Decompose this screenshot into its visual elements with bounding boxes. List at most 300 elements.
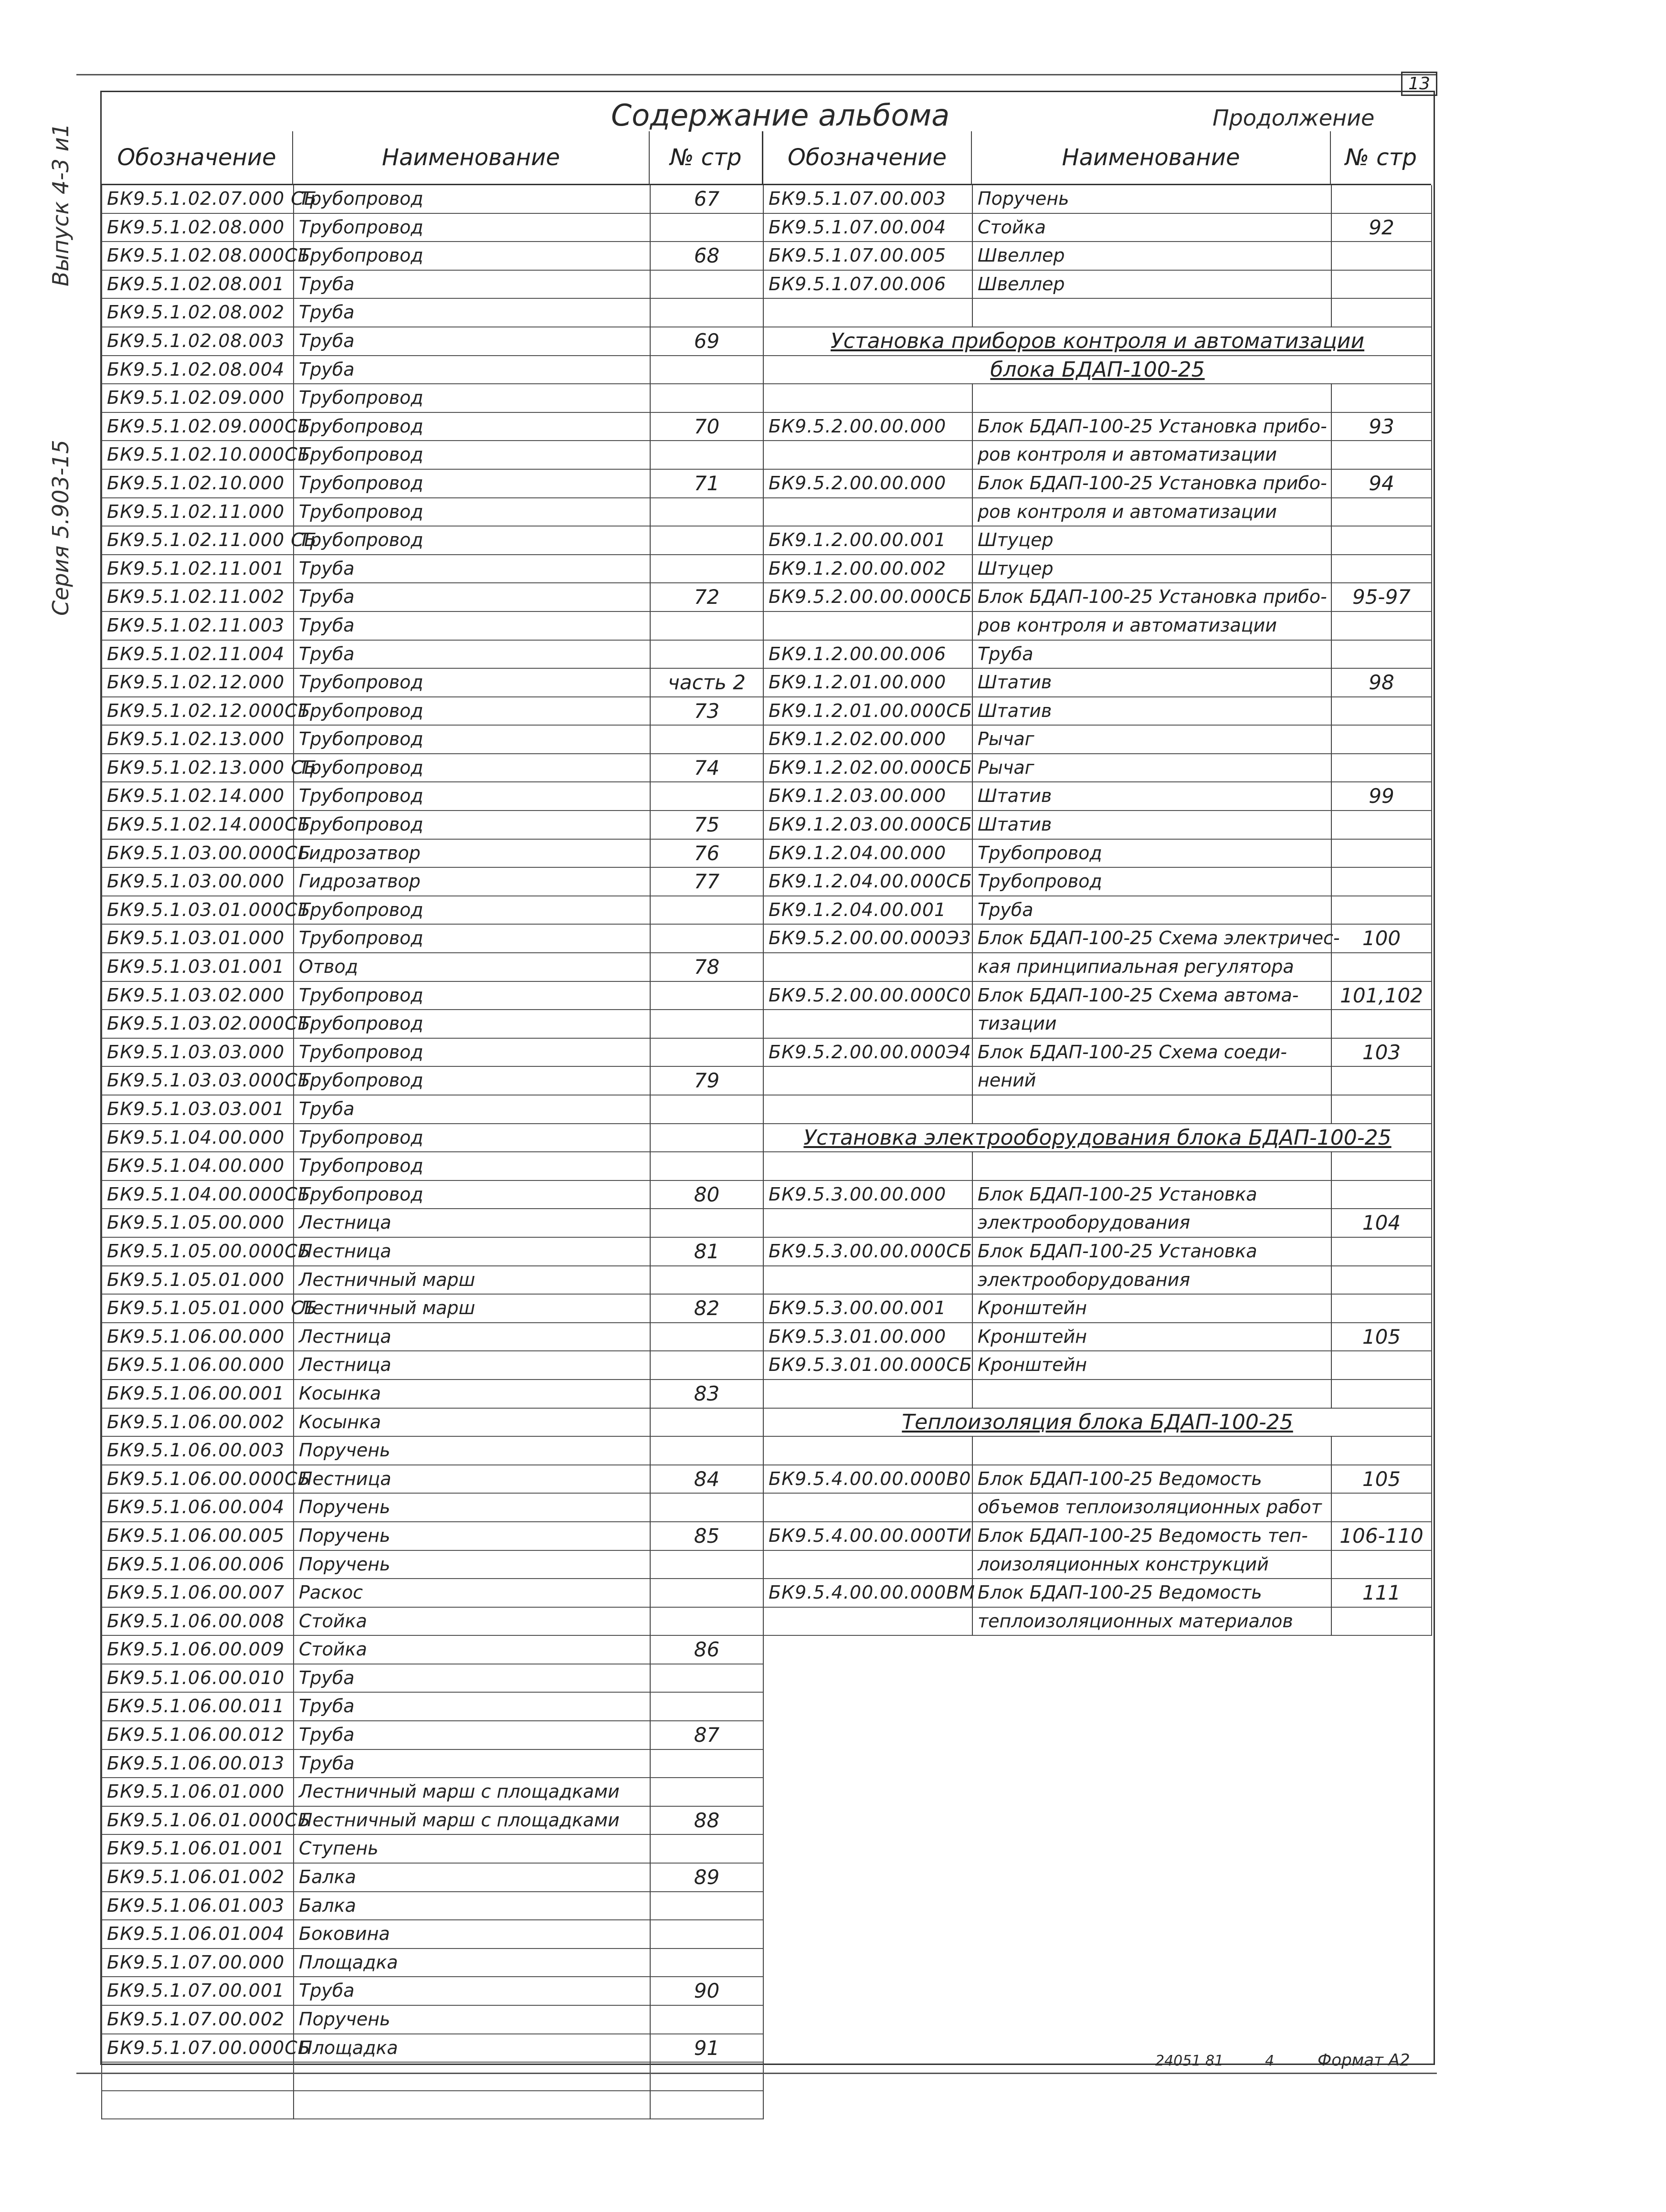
left-name-cell: Труба [294, 1664, 650, 1693]
right-page-cell [1331, 1380, 1432, 1408]
left-table-row [102, 1664, 763, 1693]
left-designation-cell: БК9.5.1.06.00.010 [102, 1664, 294, 1693]
left-table-row [102, 1380, 763, 1408]
left-table-row [102, 640, 763, 669]
right-page-cell: 92 [1331, 213, 1432, 242]
left-table-row [102, 1465, 763, 1494]
right-page-cell [1331, 242, 1432, 270]
right-name-cell: Труба [972, 896, 1331, 925]
left-table-row [102, 1550, 763, 1579]
left-page-cell [650, 1351, 763, 1380]
left-name-cell: Трубопровод [294, 1066, 650, 1095]
left-name-header-text: Наименование [381, 144, 560, 171]
inventory-number: 24051 81 [1155, 2053, 1224, 2069]
right-table-row [763, 896, 1432, 925]
left-page-cell [650, 611, 763, 640]
right-name-header [972, 131, 1331, 185]
left-table-row [102, 1237, 763, 1266]
right-page-cell [1331, 1010, 1432, 1038]
left-designation-cell: БК9.5.1.03.01.000 [102, 924, 294, 953]
left-table-row [102, 1522, 763, 1550]
left-page-cell [650, 981, 763, 1010]
right-page-cell [1331, 697, 1432, 726]
left-name-cell: Боковина [294, 1920, 650, 1949]
left-name-cell: Трубопровод [294, 384, 650, 412]
left-page-cell: 89 [650, 1863, 763, 1892]
left-name-cell: Трубопровод [294, 1152, 650, 1180]
right-name-cell: Труба [972, 640, 1331, 669]
left-designation-cell: БК9.5.1.06.01.000 [102, 1778, 294, 1806]
left-table-row [102, 611, 763, 640]
right-table-row [763, 583, 1432, 611]
left-table-row [102, 953, 763, 981]
right-page-cell: 103 [1331, 1038, 1432, 1067]
right-table-row [763, 1408, 1432, 1437]
left-designation-cell: БК9.5.1.06.00.000 [102, 1323, 294, 1351]
left-name-cell: Труба [294, 583, 650, 611]
left-designation-cell: БК9.5.1.02.09.000 [102, 384, 294, 412]
left-page-cell: 85 [650, 1522, 763, 1550]
left-page-cell [650, 298, 763, 327]
right-page-cell [1331, 441, 1432, 469]
right-name-cell: кая принципиальная регулятора [972, 953, 1331, 981]
left-designation-cell: БК9.5.1.06.00.005 [102, 1522, 294, 1550]
right-table-row [763, 1124, 1432, 1152]
left-designation-cell: БК9.5.1.06.00.006 [102, 1550, 294, 1579]
right-designation-cell: БК9.5.2.00.00.000 [763, 469, 972, 498]
left-table-row [102, 1351, 763, 1380]
left-page-cell: 83 [650, 1380, 763, 1408]
left-name-cell: Лестничный марш с площадками [294, 1806, 650, 1835]
left-name-cell: Поручень [294, 1550, 650, 1579]
left-page-cell [650, 1038, 763, 1067]
left-designation-cell: БК9.5.1.02.08.002 [102, 298, 294, 327]
left-page-cell [650, 2005, 763, 2034]
left-name-cell: Трубопровод [294, 242, 650, 270]
left-name-cell [294, 2091, 650, 2119]
left-designation-cell: БК9.5.1.05.00.000СБ [102, 1237, 294, 1266]
left-name-cell: Трубопровод [294, 725, 650, 754]
right-name-cell: Блок БДАП-100-25 Схема соеди- [972, 1038, 1331, 1067]
right-designation-cell: БК9.5.1.07.00.003 [763, 185, 972, 213]
left-page-cell: 88 [650, 1806, 763, 1835]
left-designation-cell: БК9.5.1.02.13.000 СБ [102, 754, 294, 782]
left-page-cell [650, 555, 763, 583]
right-name-cell: Рычаг [972, 754, 1331, 782]
right-table-row [763, 1152, 1432, 1180]
right-designation-cell [763, 1066, 972, 1095]
left-designation-cell: БК9.5.1.06.00.008 [102, 1607, 294, 1636]
left-designation-cell: БК9.5.1.06.00.012 [102, 1721, 294, 1749]
left-page-cell [650, 725, 763, 754]
left-table-row [102, 1408, 763, 1437]
left-page-cell: 76 [650, 839, 763, 868]
right-section-heading: Установка электрооборудования блока БДАП-100-25 [763, 1124, 1432, 1152]
right-page-cell [1331, 1550, 1432, 1579]
left-designation-cell: БК9.5.1.06.01.003 [102, 1892, 294, 1920]
right-table-row [763, 725, 1432, 754]
left-designation-cell: БК9.5.1.02.08.001 [102, 270, 294, 299]
left-page-cell [650, 441, 763, 469]
left-designation-cell [102, 2091, 294, 2119]
left-name-cell: Трубопровод [294, 1180, 650, 1209]
left-table-row [102, 2005, 763, 2034]
right-name-cell: Штатив [972, 697, 1331, 726]
left-table-row [102, 1095, 763, 1124]
right-designation-cell: БК9.1.2.04.00.000 [763, 839, 972, 868]
left-name-cell: Трубопровод [294, 441, 650, 469]
left-page-cell: 70 [650, 412, 763, 441]
left-table-row [102, 469, 763, 498]
right-name-cell: Поручень [972, 185, 1331, 213]
left-name-cell: Лестница [294, 1237, 650, 1266]
right-page-cell [1331, 1351, 1432, 1380]
left-page-cell [650, 640, 763, 669]
left-table-row [102, 213, 763, 242]
left-table-row [102, 1124, 763, 1152]
right-name-cell [972, 1152, 1331, 1180]
left-name-cell: Стойка [294, 1635, 650, 1664]
right-table-row [763, 1209, 1432, 1237]
right-name-cell: Штатив [972, 782, 1331, 811]
right-designation-cell: БК9.5.1.07.00.005 [763, 242, 972, 270]
left-table-row [102, 1066, 763, 1095]
left-page-cell: 68 [650, 242, 763, 270]
right-page-cell: 101,102 [1331, 981, 1432, 1010]
left-page-cell [650, 1579, 763, 1607]
left-designation-cell: БК9.5.1.03.01.001 [102, 953, 294, 981]
left-name-cell: Площадка [294, 2034, 650, 2063]
left-designation-header-text: Обозначение [117, 144, 276, 171]
right-name-cell [972, 384, 1331, 412]
right-table-row [763, 1380, 1432, 1408]
left-table-row [102, 1892, 763, 1920]
footer-sheet: 4 [1265, 2053, 1275, 2069]
left-designation-cell: БК9.5.1.04.00.000 [102, 1152, 294, 1180]
right-name-cell: теплоизоляционных материалов [972, 1607, 1331, 1636]
left-page-cell [650, 1436, 763, 1465]
right-table-row [763, 1237, 1432, 1266]
right-designation-cell: БК9.5.1.07.00.004 [763, 213, 972, 242]
left-name-cell [294, 2062, 650, 2091]
left-designation-cell: БК9.5.1.02.14.000СБ [102, 811, 294, 839]
left-page-cell: 84 [650, 1465, 763, 1494]
right-table-row [763, 1038, 1432, 1067]
left-designation-cell: БК9.5.1.03.03.000 [102, 1038, 294, 1067]
left-name-cell: Труба [294, 555, 650, 583]
left-table-row [102, 1692, 763, 1721]
right-page-cell [1331, 1294, 1432, 1323]
left-table-row [102, 1493, 763, 1522]
right-table-row [763, 981, 1432, 1010]
right-table-row [763, 668, 1432, 697]
right-table-row [763, 242, 1432, 270]
right-page-cell: 94 [1331, 469, 1432, 498]
left-designation-cell: БК9.5.1.06.00.003 [102, 1436, 294, 1465]
left-designation-cell: БК9.5.1.06.00.011 [102, 1692, 294, 1721]
left-table-row [102, 1266, 763, 1295]
left-page-cell: 80 [650, 1180, 763, 1209]
left-name-cell: Трубопровод [294, 213, 650, 242]
right-designation-cell [763, 1152, 972, 1180]
left-page-cell: 81 [650, 1237, 763, 1266]
right-table-row [763, 1351, 1432, 1380]
left-page-cell [650, 270, 763, 299]
left-page-cell: 86 [650, 1635, 763, 1664]
left-page-cell: 79 [650, 1066, 763, 1095]
right-designation-cell [763, 611, 972, 640]
right-designation-cell: БК9.1.2.00.00.001 [763, 526, 972, 555]
left-table-row [102, 1806, 763, 1835]
right-table-row [763, 412, 1432, 441]
right-page-cell [1331, 1436, 1432, 1465]
right-designation-cell: БК9.5.3.01.00.000 [763, 1323, 972, 1351]
left-table-row [102, 754, 763, 782]
right-page-cell: 105 [1331, 1323, 1432, 1351]
left-name-cell: Косынка [294, 1380, 650, 1408]
right-table-row [763, 555, 1432, 583]
left-name-cell: Трубопровод [294, 469, 650, 498]
left-page-cell: 75 [650, 811, 763, 839]
left-table-row [102, 1721, 763, 1749]
right-designation-cell: БК9.5.2.00.00.000С0 [763, 981, 972, 1010]
left-name-cell: Трубопровод [294, 896, 650, 925]
right-designation-cell: БК9.1.2.00.00.006 [763, 640, 972, 669]
right-name-cell: Блок БДАП-100-25 Схема электричес- [972, 924, 1331, 953]
right-name-cell: Блок БДАП-100-25 Схема автома- [972, 981, 1331, 1010]
right-name-cell: Штатив [972, 668, 1331, 697]
left-table-row [102, 839, 763, 868]
left-table-row [102, 1607, 763, 1636]
right-designation-cell: БК9.5.3.00.00.000СБ [763, 1237, 972, 1266]
left-name-cell: Труба [294, 640, 650, 669]
right-designation-cell [763, 1010, 972, 1038]
right-page-cell [1331, 953, 1432, 981]
right-name-cell: ров контроля и автоматизации [972, 611, 1331, 640]
left-designation-cell: БК9.5.1.07.00.001 [102, 1977, 294, 2005]
right-table-row [763, 1180, 1432, 1209]
right-page-cell [1331, 640, 1432, 669]
left-page-cell: 90 [650, 1977, 763, 2005]
left-name-cell: Трубопровод [294, 1124, 650, 1152]
right-table-row [763, 867, 1432, 896]
left-designation-cell: БК9.5.1.06.01.002 [102, 1863, 294, 1892]
right-section-heading: Теплоизоляция блока БДАП-100-25 [763, 1408, 1432, 1437]
right-contents-table [763, 185, 1432, 1636]
left-table-row [102, 782, 763, 811]
left-designation-cell: БК9.5.1.03.03.000СБ [102, 1066, 294, 1095]
right-table-row [763, 498, 1432, 527]
left-designation-cell: БК9.5.1.02.11.000 [102, 498, 294, 527]
right-page-cell [1331, 867, 1432, 896]
left-designation-cell: БК9.5.1.02.11.003 [102, 611, 294, 640]
left-name-header [293, 131, 650, 185]
left-page-cell: 74 [650, 754, 763, 782]
left-name-cell: Трубопровод [294, 782, 650, 811]
left-table-row [102, 1323, 763, 1351]
left-name-cell: Лестница [294, 1351, 650, 1380]
right-name-cell: Блок БДАП-100-25 Ведомость теп- [972, 1522, 1331, 1550]
left-designation-cell: БК9.5.1.06.00.000 [102, 1351, 294, 1380]
right-section-heading: блока БДАП-100-25 [763, 356, 1432, 384]
right-table-row [763, 924, 1432, 953]
left-page-cell [650, 1778, 763, 1806]
left-designation-cell: БК9.5.1.04.00.000 [102, 1124, 294, 1152]
right-page-cell [1331, 1266, 1432, 1295]
right-page-cell [1331, 754, 1432, 782]
right-page-cell [1331, 555, 1432, 583]
right-page-cell: 95-97 [1331, 583, 1432, 611]
left-designation-cell: БК9.5.1.06.01.004 [102, 1920, 294, 1949]
left-table-row [102, 1294, 763, 1323]
right-name-cell: Кронштейн [972, 1351, 1331, 1380]
right-name-cell: Кронштейн [972, 1323, 1331, 1351]
right-name-cell: тизации [972, 1010, 1331, 1038]
left-table-row [102, 981, 763, 1010]
left-name-cell: Балка [294, 1892, 650, 1920]
left-name-cell: Ступень [294, 1834, 650, 1863]
left-page-cell: 87 [650, 1721, 763, 1749]
left-designation-cell: БК9.5.1.06.00.004 [102, 1493, 294, 1522]
right-name-cell: Блок БДАП-100-25 Ведомость [972, 1579, 1331, 1607]
left-table-row [102, 725, 763, 754]
left-page-cell [650, 498, 763, 527]
right-designation-cell [763, 298, 972, 327]
left-table-row [102, 924, 763, 953]
left-designation-cell: БК9.5.1.02.11.002 [102, 583, 294, 611]
right-page-cell [1331, 270, 1432, 299]
right-name-cell: Блок БДАП-100-25 Установка [972, 1237, 1331, 1266]
left-page-cell [650, 1209, 763, 1237]
left-name-cell: Трубопровод [294, 526, 650, 555]
right-table-row [763, 754, 1432, 782]
right-name-cell: Кронштейн [972, 1294, 1331, 1323]
right-table-row [763, 1095, 1432, 1124]
right-table-row [763, 469, 1432, 498]
left-table-row [102, 1010, 763, 1038]
right-name-cell [972, 1436, 1331, 1465]
right-table-row [763, 213, 1432, 242]
right-name-cell: лоизоляционных конструкций [972, 1550, 1331, 1579]
left-name-cell: Трубопровод [294, 185, 650, 213]
right-table-row [763, 697, 1432, 726]
left-table-row [102, 2091, 763, 2119]
left-name-cell: Трубопровод [294, 412, 650, 441]
right-designation-cell: БК9.5.3.00.00.001 [763, 1294, 972, 1323]
left-name-cell: Отвод [294, 953, 650, 981]
issue-label: Выпуск 4-3 и1 [48, 123, 74, 286]
right-table-row [763, 185, 1432, 213]
right-designation-cell: БК9.1.2.00.00.002 [763, 555, 972, 583]
left-table-row [102, 441, 763, 469]
right-designation-cell [763, 1493, 972, 1522]
right-page-header-text: № стр [1345, 144, 1417, 171]
left-designation-cell: БК9.5.1.05.00.000 [102, 1209, 294, 1237]
right-designation-cell [763, 441, 972, 469]
paper-format: Формат А2 [1318, 2051, 1410, 2070]
left-table-row [102, 1949, 763, 1977]
left-table-row [102, 1209, 763, 1237]
right-designation-cell: БК9.1.2.03.00.000СБ [763, 811, 972, 839]
right-designation-cell: БК9.5.2.00.00.000 [763, 412, 972, 441]
series-label: Серия 5.903-15 [48, 440, 74, 616]
left-designation-cell: БК9.5.1.03.00.000СБ [102, 839, 294, 868]
left-page-cell [650, 1949, 763, 1977]
right-name-cell: Блок БДАП-100-25 Установка прибо- [972, 583, 1331, 611]
left-designation-cell: БК9.5.1.04.00.000СБ [102, 1180, 294, 1209]
left-designation-cell: БК9.5.1.03.00.000 [102, 867, 294, 896]
left-table-row [102, 327, 763, 356]
right-page-cell [1331, 839, 1432, 868]
left-name-cell: Балка [294, 1863, 650, 1892]
right-page-cell [1331, 811, 1432, 839]
right-designation-cell [763, 1266, 972, 1295]
right-table-row [763, 953, 1432, 981]
left-designation-cell: БК9.5.1.06.00.007 [102, 1579, 294, 1607]
left-designation-cell: БК9.5.1.05.01.000 СБ [102, 1294, 294, 1323]
left-name-cell: Лестничный марш [294, 1294, 650, 1323]
right-designation-cell: БК9.5.4.00.00.000ТИ [763, 1522, 972, 1550]
left-page-cell: часть 2 [650, 668, 763, 697]
right-designation-cell [763, 1436, 972, 1465]
left-table-row [102, 298, 763, 327]
left-table-row [102, 1635, 763, 1664]
left-name-cell: Поручень [294, 1522, 650, 1550]
right-designation-cell: БК9.5.2.00.00.000Э3 [763, 924, 972, 953]
left-table-row [102, 1749, 763, 1778]
right-page-cell: 105 [1331, 1465, 1432, 1494]
left-page-cell [650, 1834, 763, 1863]
right-designation-cell [763, 953, 972, 981]
left-designation-cell: БК9.5.1.02.14.000 [102, 782, 294, 811]
left-page-cell: 72 [650, 583, 763, 611]
outer-top-border [76, 74, 1437, 75]
left-name-cell: Трубопровод [294, 754, 650, 782]
right-table-row [763, 327, 1432, 356]
left-table-row [102, 498, 763, 527]
left-name-cell: Лестница [294, 1323, 650, 1351]
left-page-cell [650, 1323, 763, 1351]
left-page-cell: 82 [650, 1294, 763, 1323]
left-name-cell: Трубопровод [294, 697, 650, 726]
left-designation-cell: БК9.5.1.02.07.000 СБ [102, 185, 294, 213]
left-table-row [102, 1778, 763, 1806]
left-table-row [102, 2062, 763, 2091]
left-table-row [102, 1834, 763, 1863]
right-designation-cell [763, 384, 972, 412]
left-name-cell: Труба [294, 327, 650, 356]
left-designation-cell: БК9.5.1.03.03.001 [102, 1095, 294, 1124]
left-page-cell [650, 1607, 763, 1636]
left-page-cell [650, 1095, 763, 1124]
right-designation-cell: БК9.5.3.01.00.000СБ [763, 1351, 972, 1380]
right-table-row [763, 298, 1432, 327]
left-name-cell: Лестница [294, 1465, 650, 1494]
right-page-header [1331, 131, 1431, 185]
right-page-cell [1331, 1493, 1432, 1522]
right-table-row [763, 1607, 1432, 1636]
right-page-cell: 99 [1331, 782, 1432, 811]
right-table-row [763, 1493, 1432, 1522]
left-table-row [102, 583, 763, 611]
right-page-cell [1331, 611, 1432, 640]
right-designation-cell: БК9.1.2.01.00.000СБ [763, 697, 972, 726]
right-designation-cell: БК9.5.4.00.00.000ВМ [763, 1579, 972, 1607]
right-table-row [763, 1266, 1432, 1295]
left-page-cell [650, 1550, 763, 1579]
left-designation-cell: БК9.5.1.02.08.003 [102, 327, 294, 356]
left-name-cell: Трубопровод [294, 811, 650, 839]
